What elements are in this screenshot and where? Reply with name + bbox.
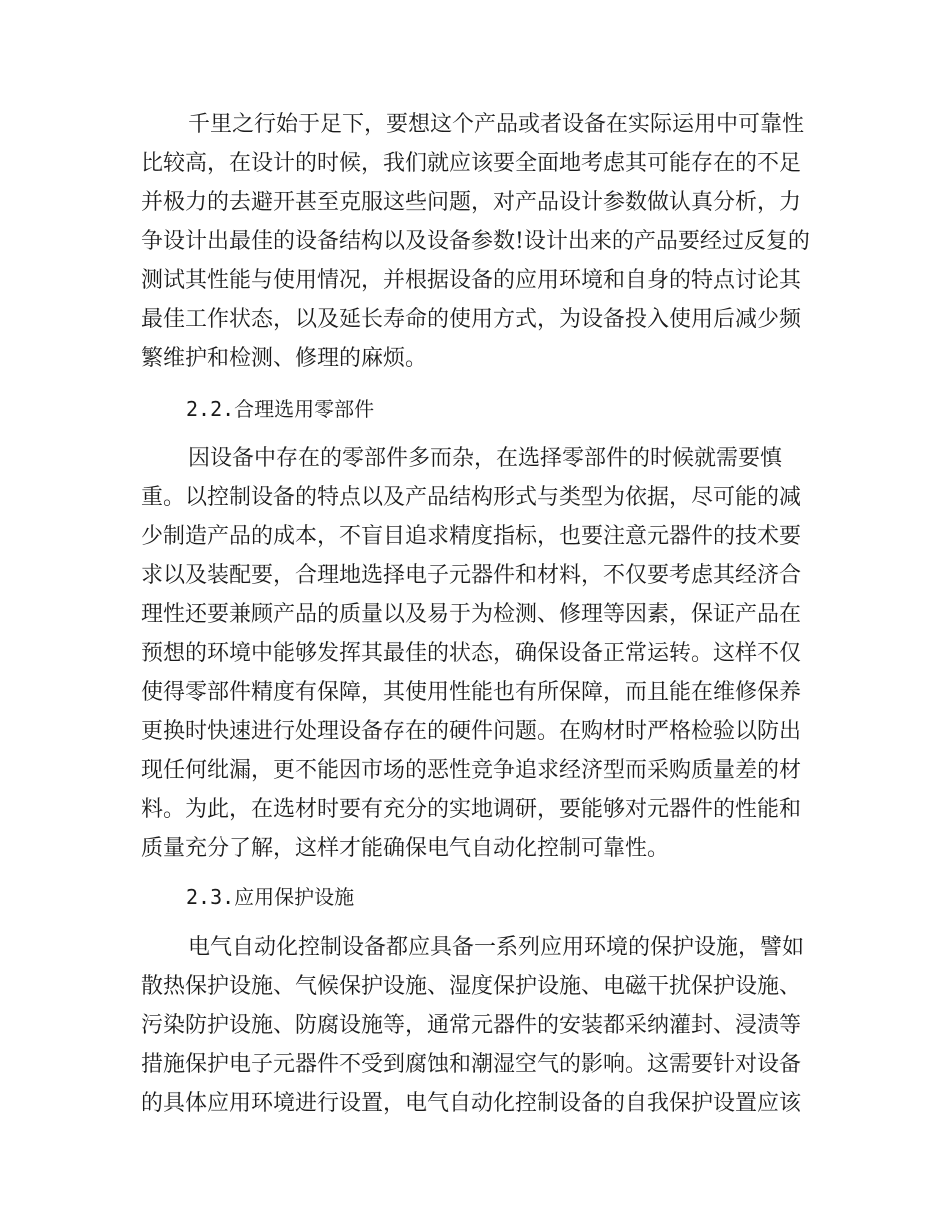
- paragraph-line: 最佳工作状态，以及延长寿命的使用方式，为设备投入使用后减少频: [141, 307, 802, 332]
- paragraph-line: 现任何纰漏，更不能因市场的恶性竞争追求经济型而采购质量差的材: [141, 758, 802, 783]
- paragraph-line: 千里之行始于足下，要想这个产品或者设备在实际运用中可靠性: [188, 112, 805, 137]
- section-heading: 2.2.合理选用零部件: [186, 397, 375, 421]
- paragraph-line: 料。为此，在选材时要有充分的实地调研，要能够对元器件的性能和: [141, 797, 802, 822]
- paragraph-line: 并极力的去避开甚至克服这些问题，对产品设计参数做认真分析，力: [141, 190, 802, 215]
- paragraph-line: 更换时快速进行处理设备存在的硬件问题。在购材时严格检验以防出: [141, 719, 802, 744]
- paragraph-line: 的具体应用环境进行设置，电气自动化控制设备的自我保护设置应该: [141, 1091, 802, 1116]
- paragraph-line: 电气自动化控制设备都应具备一系列应用环境的保护设施，譬如: [188, 935, 805, 960]
- paragraph-line: 少制造产品的成本，不盲目追求精度指标，也要注意元器件的技术要: [141, 524, 802, 549]
- section-heading: 2.3.应用保护设施: [186, 885, 355, 909]
- paragraph-line: 争设计出最佳的设备结构以及设备参数!设计出来的产品要经过反复的: [141, 229, 810, 254]
- paragraph-line: 重。以控制设备的特点以及产品结构形式与类型为依据，尽可能的减: [141, 485, 802, 510]
- paragraph-line: 预想的环境中能够发挥其最佳的状态，确保设备正常运转。这样不仅: [141, 641, 802, 666]
- paragraph-line: 求以及装配要，合理地选择电子元器件和材料，不仅要考虑其经济合: [141, 563, 802, 588]
- paragraph-line: 理性还要兼顾产品的质量以及易于为检测、修理等因素，保证产品在: [141, 602, 802, 627]
- paragraph-line: 繁维护和检测、修理的麻烦。: [141, 346, 428, 371]
- paragraph-line: 措施保护电子元器件不受到腐蚀和潮湿空气的影响。这需要针对设备: [141, 1052, 802, 1077]
- paragraph-line: 测试其性能与使用情况，并根据设备的应用环境和自身的特点讨论其: [141, 268, 802, 293]
- paragraph-line: 质量充分了解，这样才能确保电气自动化控制可靠性。: [141, 836, 670, 861]
- paragraph-line: 散热保护设施、气候保护设施、湿度保护设施、电磁干扰保护设施、: [141, 974, 802, 999]
- paragraph-line: 比较高，在设计的时候，我们就应该要全面地考虑其可能存在的不足: [141, 151, 802, 176]
- paragraph-line: 污染防护设施、防腐设施等，通常元器件的安装都采纳灌封、浸渍等: [141, 1013, 802, 1038]
- paragraph-line: 使得零部件精度有保障，其使用性能也有所保障，而且能在维修保养: [141, 680, 802, 705]
- paragraph-line: 因设备中存在的零部件多而杂，在选择零部件的时候就需要慎: [188, 446, 783, 471]
